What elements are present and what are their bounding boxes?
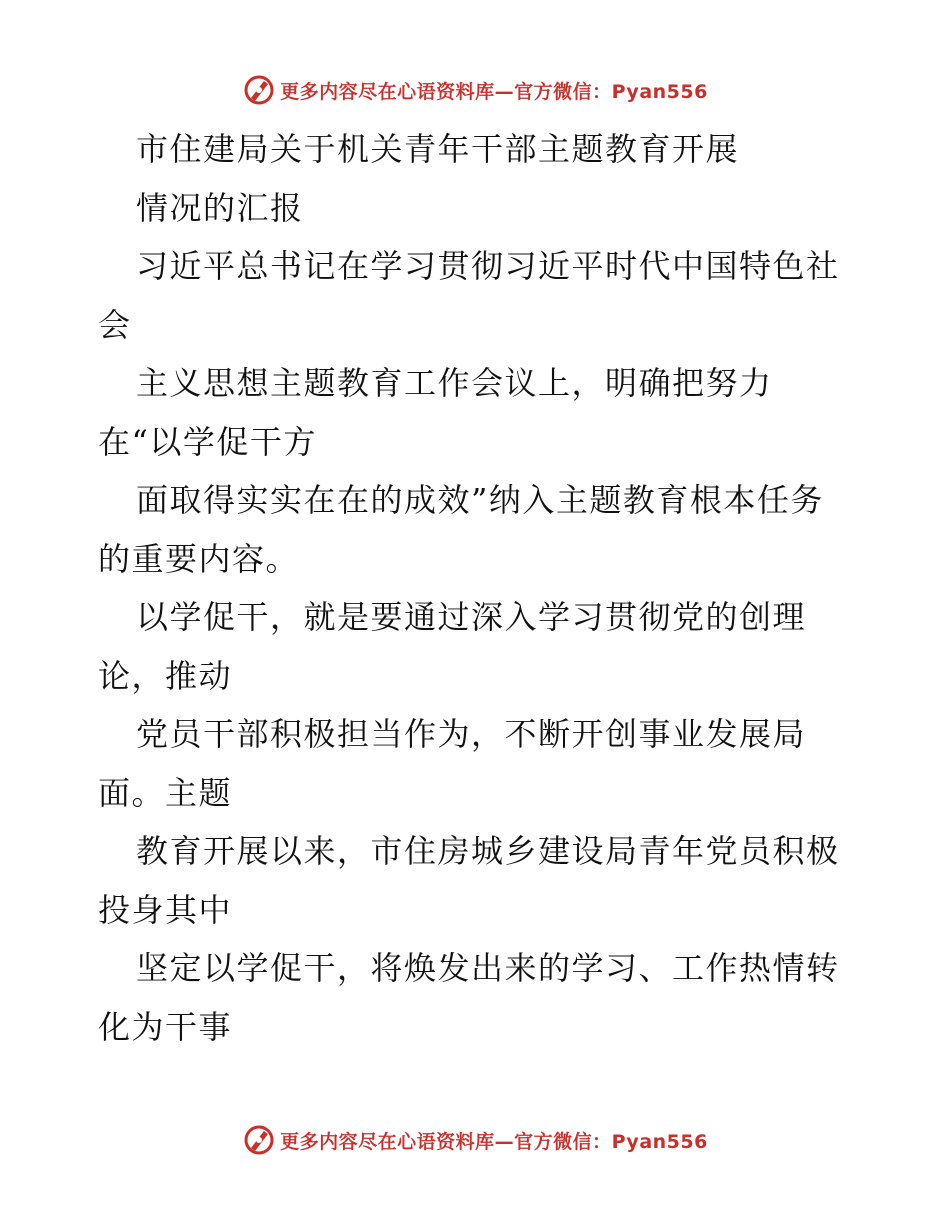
text-line: 市住建局关于机关青年干部主题教育开展 xyxy=(136,130,740,168)
header-watermark xyxy=(0,70,950,110)
text-line: 主义思想主题教育工作会议上，明确把努力 xyxy=(136,364,773,402)
text-line: 教育开展以来，市住房城乡建设局青年党员积极 xyxy=(136,832,840,870)
watermark-text: 更多内容尽在心语资料库—官方微信：Pyan556 xyxy=(280,1130,708,1153)
pen-seal-icon xyxy=(242,1123,276,1157)
text-line: 坚定以学促干，将焕发出来的学习、工作热情转 xyxy=(136,949,840,987)
footer-watermark xyxy=(0,1120,950,1160)
document-body xyxy=(98,120,858,1056)
text-line: 会 xyxy=(98,305,132,344)
watermark-text: 更多内容尽在心语资料库—官方微信：Pyan556 xyxy=(280,80,708,103)
text-line: 在“以学促干方 xyxy=(98,422,317,461)
text-line: 的重要内容。 xyxy=(98,539,300,578)
text-line: 化为干事 xyxy=(98,1007,233,1046)
text-line: 论，推动 xyxy=(98,656,233,695)
text-line: 以学促干，就是要通过深入学习贯彻党的创理 xyxy=(136,598,807,636)
text-line: 情况的汇报 xyxy=(136,188,304,227)
text-line: 面。主题 xyxy=(98,773,233,812)
text-line: 投身其中 xyxy=(98,890,233,929)
pen-seal-icon xyxy=(242,73,276,107)
text-line: 面取得实实在在的成效”纳入主题教育根本任务 xyxy=(136,481,824,519)
text-line: 党员干部积极担当作为，不断开创事业发展局 xyxy=(136,715,807,753)
text-line: 习近平总书记在学习贯彻习近平时代中国特色社 xyxy=(136,247,840,285)
